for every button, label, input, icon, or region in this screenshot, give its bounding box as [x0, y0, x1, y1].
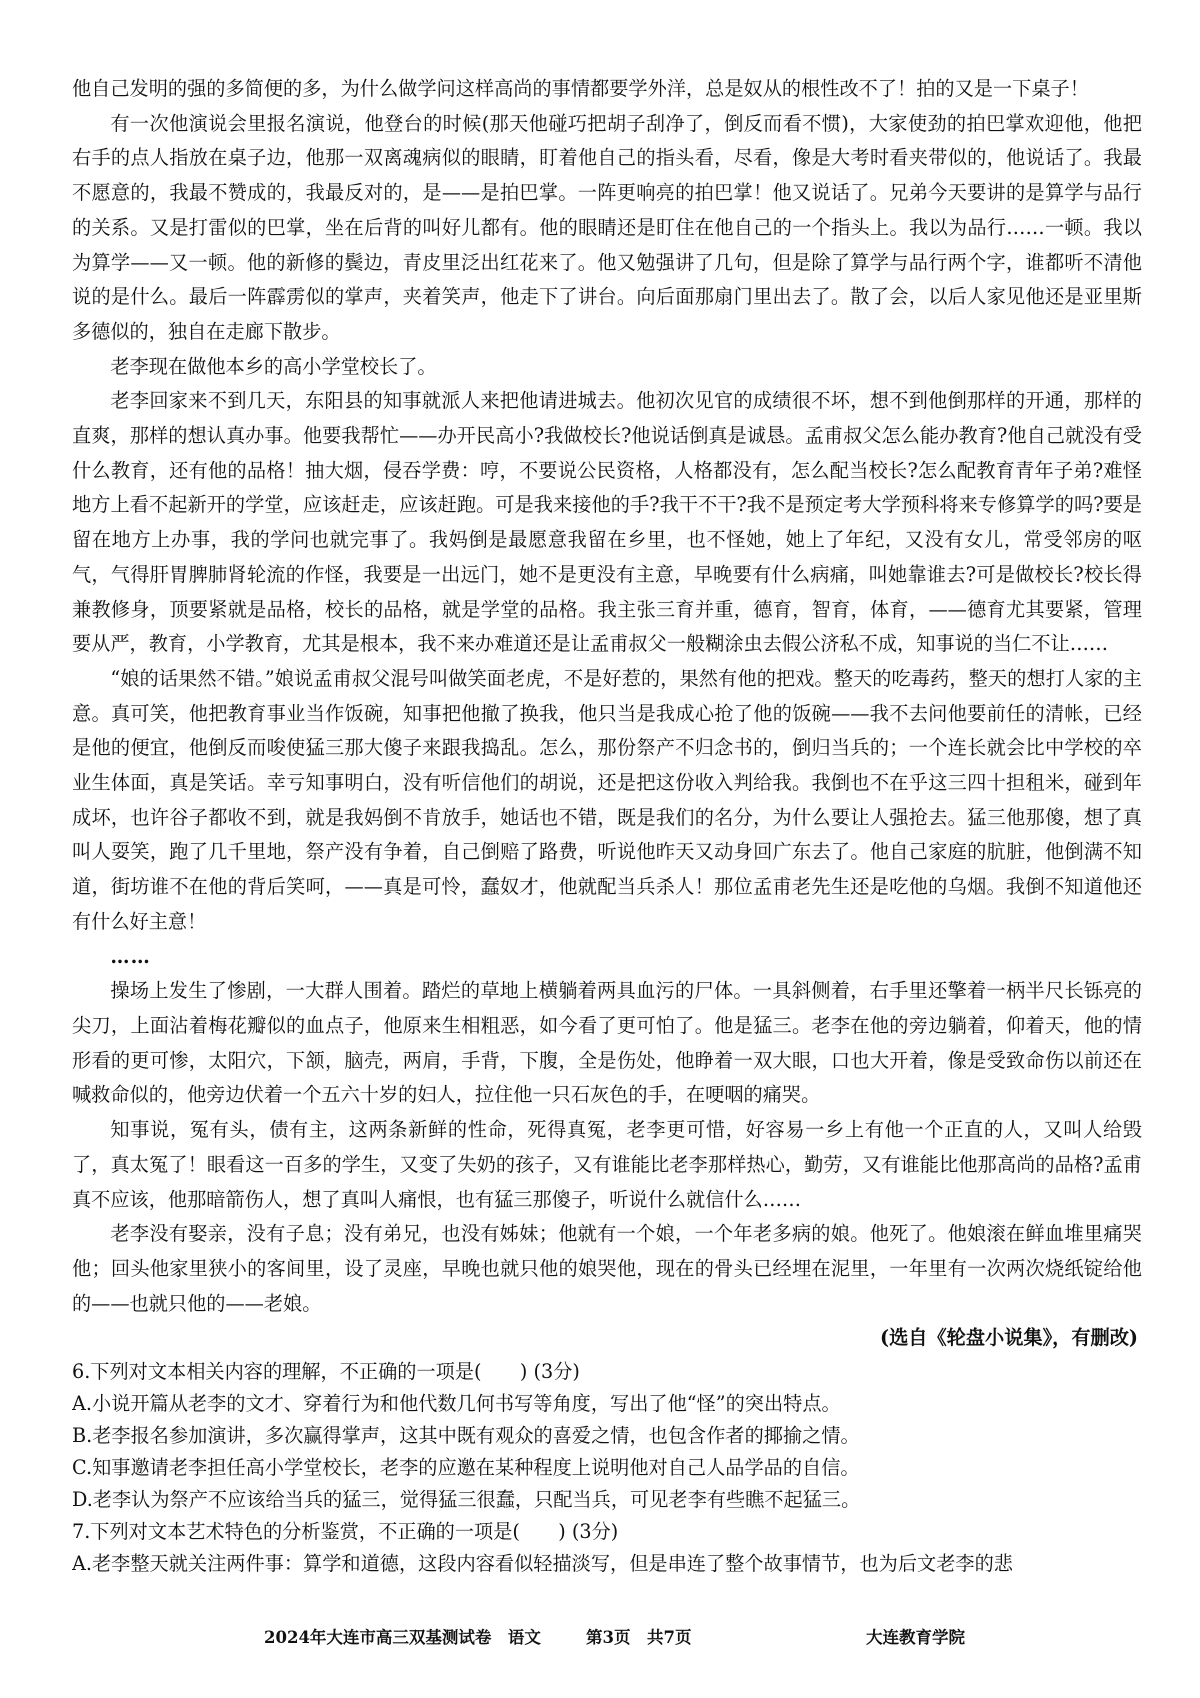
paragraph: “娘的话果然不错。”娘说孟甫叔父混号叫做笑面老虎，不是好惹的，果然有他的把戏。整天的吃毒药，整天的想打人家的主意。真可笑，他把教育事业当作饭碗，知事把他撤了换我，他只当是我成心抢了他的饭碗——我不去问他要前任的清帐，已经是他的便宜，他倒反而唆使猛三那大傻子来跟我捣乱。怎么，那份祭产不归念书的，倒归当兵的；一个连长就会比中学校的卒业生体面，真是笑话。幸亏知事明白，没有听信他们的胡说，还是把这份收入判给我。我倒也不在乎这三四十担租米，碰到年成坏，也许谷子都收不到，就是我妈倒不肯放手，她话也不错，既是我们的名分，为什么要让人强抢去。猛三他那傻，想了真叫人耍笑，跑了几千里地，祭产没有争着，自己倒赔了路费，听说他昨天又动身回广东去了。他自己家庭的肮脏，他倒满不知道，街坊谁不在他的背后笑呵，——真是可怜，蠢奴才，他就配当兵杀人！那位孟甫老先生还是吃他的乌烟。我倒不知道他还有什么好主意！	[72, 666, 1142, 933]
paragraph: 老李现在做他本乡的高小学堂校长了。	[110, 354, 437, 378]
footer-organization: 大连教育学院	[866, 1628, 965, 1647]
paragraph: 他自己发明的强的多简便的多，为什么做学问这样高尚的事情都要学外洋，总是奴从的根性改不了！拍的又是一下桌子！	[72, 77, 1089, 100]
answer-option: D.老李认为祭产不应该给当兵的猛三，觉得猛三很蠢，只配当兵，可见老李有些瞧不起猛三。	[72, 1488, 861, 1512]
questions-section	[72, 1356, 1142, 1580]
footer-exam-title: 2024年大连市高三双基测试卷 语文	[264, 1628, 541, 1647]
paragraph: 老李回家来不到几天，东阳县的知事就派人来把他请进城去。他初次见官的成绩很不坏，想不到他倒那样的开通，那样的直爽，那样的想认真办事。他要我帮忙——办开民高小?我做校长?他说话倒真是诚恳。孟甫叔父怎么能办教育?他自己就没有受什么教育，还有他的品格！抽大烟，侵吞学费：哼，不要说公民资格，人格都没有，怎么配当校长?怎么配教育青年子弟?难怪地方上看不起新开的学堂，应该赶走，应该赶跑。可是我来接他的手?我干不干?我不是预定考大学预科将来专修算学的吗?要是留在地方上办事，我的学问也就完事了。我妈倒是最愿意我留在乡里，也不怪她，她上了年纪，又没有女儿，常受邻房的呕气，气得肝胃脾肺肾轮流的作怪，我要是一出远门，她不是更没有主意，早晚要有什么病痛，叫她靠谁去?可是做校长?校长得兼教修身，顶要紧就是品格，校长的品格，就是学堂的品格。我主张三育并重，德育，智育，体育，——德育尤其要紧，管理要从严，教育，小学教育，尤其是根本，我不来办难道还是让孟甫叔父一般糊涂虫去假公济私不成，知事说的当仁不让……	[72, 389, 1142, 656]
document-page	[72, 72, 1142, 1652]
source-citation: (选自《轮盘小说集》，有删改)	[880, 1326, 1138, 1350]
paragraph: 知事说，冤有头，债有主，这两条新鲜的性命，死得真冤，老李更可惜，好容易一乡上有他一个正直的人，又叫人给毁了，真太冤了！眼看这一百多的学生，又变了失奶的孩子，又有谁能比老李那样热心，勤劳，又有谁能比他那高尚的品格?孟甫真不应该，他那暗箭伤人，想了真叫人痛恨，也有猛三那傻子，听说什么就信什么……	[72, 1118, 1142, 1211]
paragraph: 有一次他演说会里报名演说，他登台的时候(那天他碰巧把胡子刮净了，倒反而看不惯)，大家使劲的拍巴掌欢迎他，他把右手的点人指放在桌子边，他那一双离魂病似的眼睛，盯着他自己的指头看，尽看，像是大考时看夹带似的，他说话了。我最不愿意的，我最不赞成的，我最反对的，是——是拍巴掌。一阵更响亮的拍巴掌！他又说话了。兄弟今天要讲的是算学与品行的关系。又是打雷似的巴掌，坐在后背的叫好儿都有。他的眼睛还是盯住在他自己的一个指头上。我以为品行……一顿。我以为算学——又一顿。他的新修的鬓边，青皮里泛出红花来了。他又勉强讲了几句，但是除了算学与品行两个字，谁都听不清他说的是什么。最后一阵霹雳似的掌声，夹着笑声，他走下了讲台。向后面那扇门里出去了。散了会，以后人家见他还是亚里斯多德似的，独自在走廊下散步。	[72, 111, 1142, 343]
paragraph: 老李没有娶亲，没有子息；没有弟兄，也没有姊妹；他就有一个娘，一个年老多病的娘。他死了。他娘滚在鲜血堆里痛哭他；回头他家里狭小的客间里，设了灵座，早晚也就只他的娘哭他，现在的骨头已经埋在泥里，一年里有一次两次烧纸锭给他的——也就只他的——老娘。	[72, 1222, 1142, 1315]
answer-option: A.老李整天就关注两件事：算学和道德，这段内容看似轻描淡写，但是串连了整个故事情节，也为后文老李的悲	[72, 1552, 1013, 1576]
page-footer	[0, 1624, 1200, 1654]
answer-option: C.知事邀请老李担任高小学堂校长，老李的应邀在某种程度上说明他对自己人品学品的自信。	[72, 1456, 860, 1480]
footer-page-number: 第3页 共7页	[586, 1628, 692, 1647]
answer-option: A.小说开篇从老李的文才、穿着行为和他代数几何书写等角度，写出了他“怪”的突出特点。	[72, 1392, 841, 1416]
question-stem: 7.下列对文本艺术特色的分析鉴赏，不正确的一项是( ) (3分)	[72, 1520, 619, 1544]
passage	[72, 72, 1142, 1356]
ellipsis-divider: ……	[110, 944, 151, 968]
answer-option: B.老李报名参加演讲，多次赢得掌声，这其中既有观众的喜爱之情，也包含作者的揶揄之情。	[72, 1424, 860, 1448]
question-stem: 6.下列对文本相关内容的理解，不正确的一项是( ) (3分)	[72, 1360, 580, 1384]
paragraph: 操场上发生了惨剧，一大群人围着。踏烂的草地上横躺着两具血污的尸体。一具斜侧着，右手里还擎着一柄半尺长铄亮的尖刀，上面沾着梅花瓣似的血点子，他原来生相粗恶，如今看了更可怕了。他是猛三。老李在他的旁边躺着，仰着天，他的情形看的更可惨，太阳穴，下颔，脑壳，两肩，手背，下腹，全是伤处，他睁着一双大眼，口也大开着，像是受致命伤以前还在喊救命似的，他旁边伏着一个五六十岁的妇人，拉住他一只石灰色的手，在哽咽的痛哭。	[72, 979, 1142, 1107]
